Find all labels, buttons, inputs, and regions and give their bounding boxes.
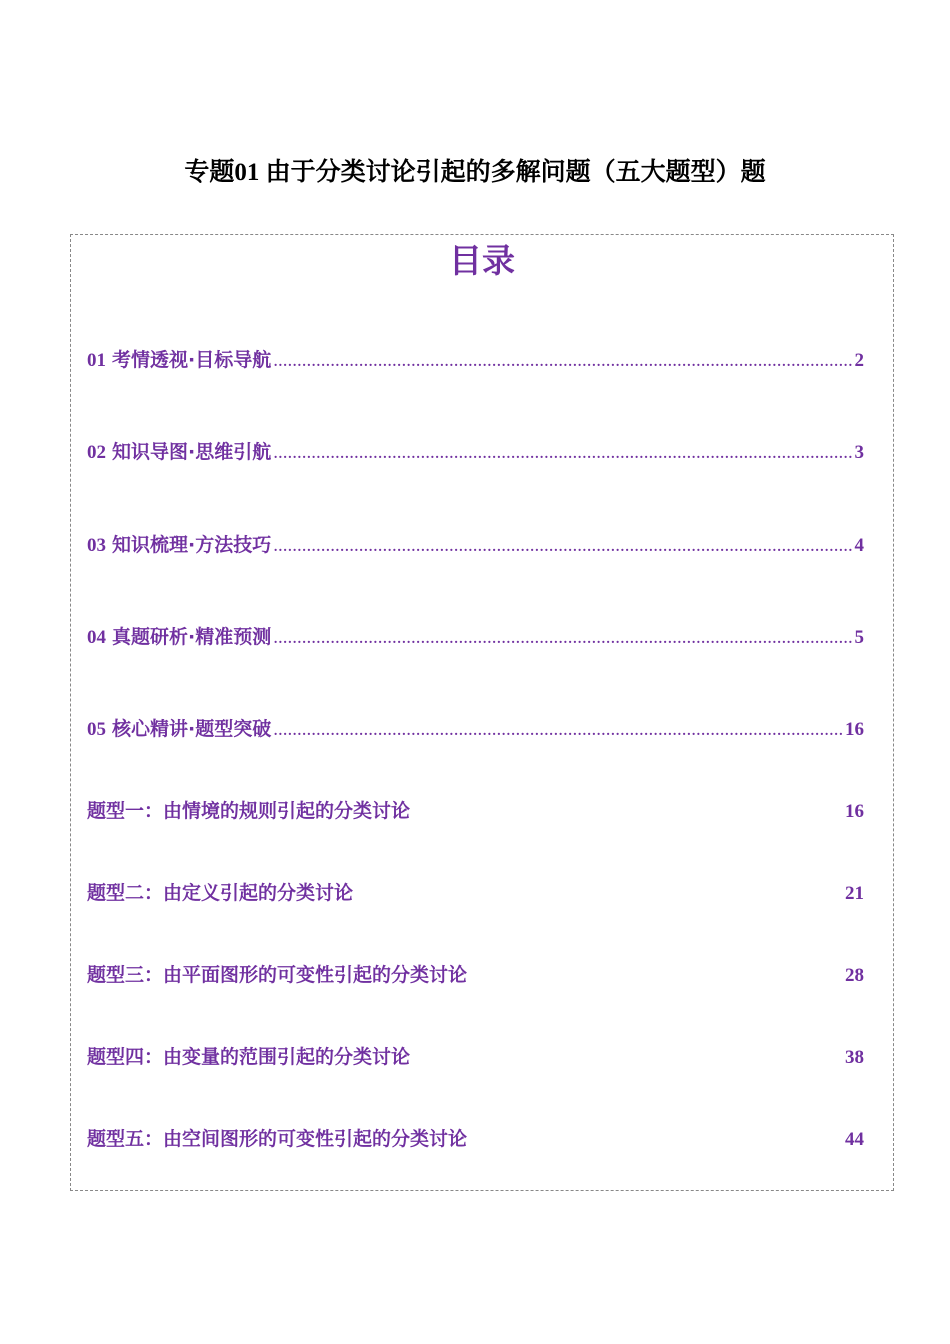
table-of-contents [70, 234, 894, 1191]
toc-entry-label: 考情透视·目标导航 [112, 349, 272, 371]
toc-subentry-2[interactable] [87, 878, 864, 905]
toc-subentry-3[interactable] [87, 960, 864, 987]
toc-entry-03[interactable] [87, 530, 864, 557]
toc-subentry-label: 题型三：由平面图形的可变性引起的分类讨论 [87, 964, 468, 986]
toc-entry-04[interactable] [87, 622, 864, 649]
toc-entry-label: 知识导图·思维引航 [112, 441, 272, 463]
toc-subentry-label: 题型一：由情境的规则引起的分类讨论 [87, 800, 411, 822]
toc-subentry-4[interactable] [87, 1042, 864, 1069]
toc-entry-label: 核心精讲·题型突破 [112, 718, 272, 740]
toc-dot-leader [273, 719, 843, 741]
toc-entry-label: 真题研析·精准预测 [112, 626, 272, 648]
toc-entry-page: 2 [854, 350, 864, 371]
toc-dot-leader [273, 442, 852, 464]
toc-subentry-page: 44 [845, 1129, 864, 1150]
toc-subentry-page: 21 [845, 883, 864, 904]
toc-entry-page: 16 [845, 719, 864, 740]
document-title: 专题01 由于分类讨论引起的多解问题（五大题型）题 [184, 159, 766, 186]
toc-subentry-5[interactable] [87, 1124, 864, 1151]
toc-subentry-page: 38 [845, 1047, 864, 1068]
toc-entry-page: 3 [854, 442, 864, 463]
toc-entry-label: 知识梳理·方法技巧 [112, 534, 272, 556]
toc-subentry-label: 题型五：由空间图形的可变性引起的分类讨论 [87, 1128, 468, 1150]
toc-entry-number: 02 [87, 442, 106, 463]
toc-entry-number: 01 [87, 350, 106, 371]
toc-heading: 目录 [449, 241, 515, 280]
toc-dot-leader [273, 350, 852, 372]
toc-entry-01[interactable] [87, 345, 864, 372]
toc-subentry-page: 16 [845, 801, 864, 822]
toc-dot-leader [273, 627, 852, 649]
toc-subentry-label: 题型二：由定义引起的分类讨论 [87, 882, 354, 904]
toc-entry-number: 05 [87, 719, 106, 740]
toc-entry-05[interactable] [87, 714, 864, 741]
toc-dot-leader [273, 535, 852, 557]
toc-subentry-label: 题型四：由变量的范围引起的分类讨论 [87, 1046, 411, 1068]
toc-entry-page: 5 [854, 627, 864, 648]
toc-subentry-page: 28 [845, 965, 864, 986]
toc-entry-02[interactable] [87, 437, 864, 464]
toc-entry-number: 04 [87, 627, 106, 648]
toc-entry-number: 03 [87, 535, 106, 556]
toc-subentry-1[interactable] [87, 796, 864, 823]
toc-entry-page: 4 [854, 535, 864, 556]
